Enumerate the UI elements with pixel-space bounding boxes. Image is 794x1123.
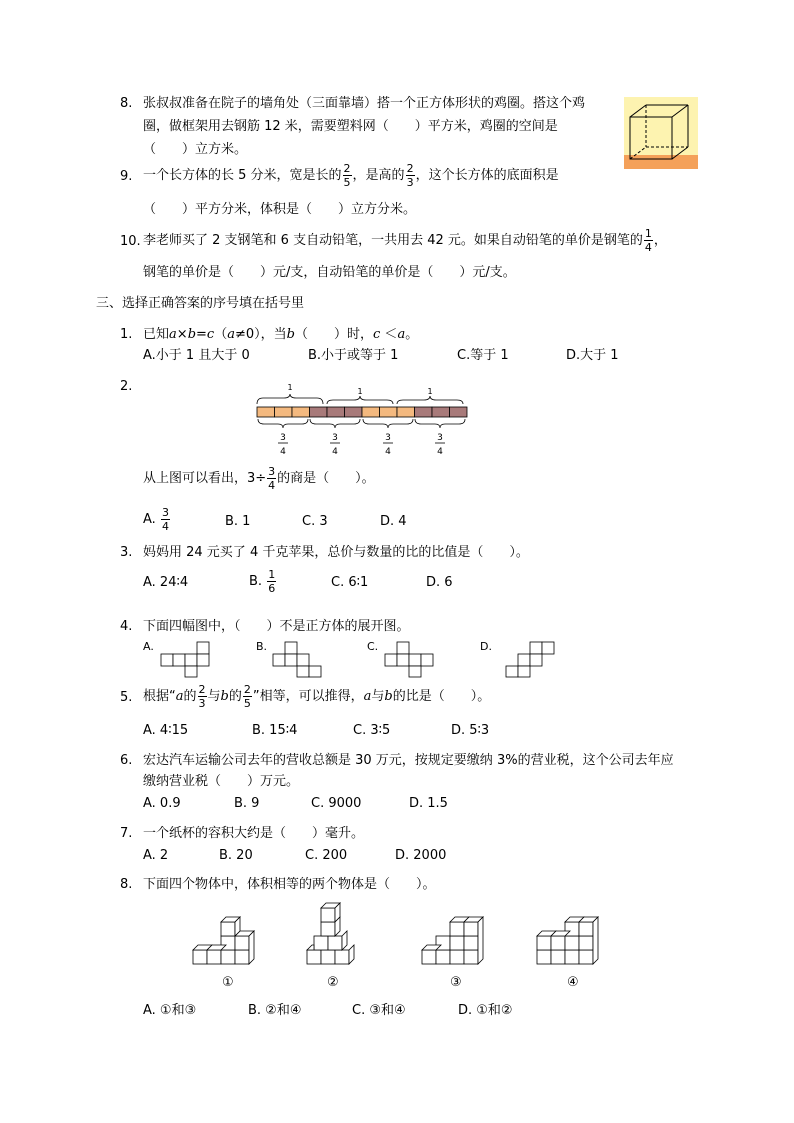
whole-label: 1 — [357, 387, 363, 396]
option-b[interactable]: B. 20 — [219, 848, 253, 863]
text-segment: ，是高的 — [352, 168, 405, 183]
fraction-numerator: 1 — [644, 227, 652, 240]
option-d[interactable]: D. 1.5 — [409, 796, 448, 811]
variable-b: b — [384, 689, 393, 704]
fraction-numerator: 3 — [385, 433, 391, 443]
question-text-line: （ ）立方米。 — [143, 142, 248, 157]
text-segment: 的 — [183, 689, 197, 704]
less-than-sign: ＜ — [380, 327, 398, 342]
fraction — [161, 507, 170, 532]
option-a[interactable]: A. 2 — [143, 848, 169, 863]
figure-label: ③ — [450, 975, 462, 990]
question-text-line: 宏达汽车运输公司去年的营收总额是 30 万元，按规定要缴纳 3%的营业税，这个公司去年应 — [143, 753, 674, 768]
text-segment: 与 — [207, 689, 221, 704]
option-c[interactable]: C. 3∶5 — [353, 723, 391, 738]
option-d[interactable]: D. 5∶3 — [451, 723, 490, 738]
variable-b: b — [220, 689, 229, 704]
fraction-denominator: 5 — [243, 697, 251, 710]
option-a[interactable]: A. ①和③ — [143, 1003, 197, 1018]
fraction — [406, 163, 415, 188]
fraction-numerator: 3 — [437, 433, 443, 443]
option-b[interactable] — [249, 568, 277, 596]
cube-net-b — [272, 641, 327, 678]
variable-b: b — [286, 327, 295, 342]
fraction-denominator: 4 — [161, 520, 169, 533]
fraction-denominator: 4 — [437, 447, 443, 457]
question-text-line — [143, 228, 667, 253]
question-number: 8. — [120, 877, 133, 892]
question-text-line — [143, 328, 418, 341]
question-number: 6. — [120, 753, 133, 768]
variable-a: a — [169, 327, 177, 342]
text-segment: 一个长方体的长 5 分米，宽是长的 — [143, 168, 342, 183]
question-text-line: 下面四幅图中，（ ）不是正方体的展开图。 — [143, 619, 410, 634]
question-text-line: 下面四个物体中，体积相等的两个物体是（ ）。 — [143, 877, 436, 892]
question-text-line: 钢笔的单价是（ ）元/支，自动铅笔的单价是（ ）元/支。 — [143, 265, 516, 280]
text-segment: 从上图可以看出，3÷ — [143, 471, 267, 486]
text-segment: 根据“ — [143, 689, 176, 704]
fraction-denominator: 3 — [406, 176, 414, 189]
block-figure-3 — [421, 916, 491, 968]
fraction-numerator: 2 — [343, 162, 351, 175]
text-segment: 已知 — [143, 327, 170, 342]
option-d[interactable]: D. 6 — [426, 575, 453, 590]
cube-net-c — [384, 641, 439, 678]
option-a[interactable]: A.小于 1 且大于 0 — [143, 348, 250, 363]
question-text-line: （ ）平方分米，体积是（ ）立方分米。 — [143, 202, 417, 217]
option-c[interactable]: C. — [367, 640, 379, 653]
question-number: 8. — [120, 96, 133, 111]
variable-b: b — [187, 327, 197, 342]
option-label: B. — [249, 574, 263, 589]
text-segment: ， — [653, 233, 667, 248]
option-a[interactable]: A. 4∶15 — [143, 723, 189, 738]
option-d[interactable]: D. 4 — [380, 514, 407, 529]
cube-net-a — [160, 641, 215, 678]
option-b[interactable]: B. — [256, 640, 268, 653]
block-figure-2 — [306, 902, 366, 968]
text-segment: 与 — [371, 689, 385, 704]
question-text-line — [143, 683, 490, 711]
fraction-numerator: 1 — [268, 568, 276, 581]
question-text-line: 张叔叔准备在院子的墙角处（三面靠墙）搭一个正方体形状的鸡圈。搭这个鸡 — [143, 96, 586, 111]
whole-label: 1 — [287, 383, 293, 392]
text-segment: ”相等，可以推得， — [252, 689, 364, 704]
variable-a: a — [175, 689, 184, 704]
option-d[interactable]: D. 2000 — [395, 848, 447, 863]
figure-label: ④ — [567, 975, 579, 990]
question-text-line — [143, 465, 375, 493]
question-text-line: 妈妈用 24 元买了 4 千克苹果，总价与数量的比的比值是（ ）。 — [143, 545, 529, 560]
fraction-denominator: 4 — [268, 479, 276, 492]
option-b[interactable]: B.小于或等于 1 — [308, 348, 399, 363]
text-segment: ，当 — [260, 327, 287, 342]
option-d[interactable]: D.大于 1 — [566, 348, 619, 363]
question-number: 4. — [120, 619, 133, 634]
fraction — [198, 684, 207, 709]
question-text-line: 圈，做框架用去钢筋 12 米，需要塑料网（ ）平方米，鸡圈的空间是 — [143, 119, 558, 134]
text-segment: 。 — [405, 327, 419, 342]
text-segment: 的商是（ ）。 — [277, 471, 375, 486]
fraction — [644, 228, 653, 253]
text-segment: ≠0） — [234, 327, 261, 342]
fraction-bar-diagram — [250, 380, 475, 460]
question-text-line: 一个纸杯的容积大约是（ ）毫升。 — [143, 826, 365, 841]
fraction — [243, 684, 252, 709]
option-c[interactable]: C. 6∶1 — [331, 575, 369, 590]
option-c[interactable]: C.等于 1 — [457, 348, 509, 363]
question-number: 1. — [120, 327, 133, 342]
text-segment: 李老师买了 2 支钢笔和 6 支自动铅笔，一共用去 42 元。如果自动铅笔的单价是钢笔的 — [143, 233, 643, 248]
variable-a: a — [363, 689, 372, 704]
cube-chicken-coop-figure — [624, 97, 698, 169]
option-d[interactable]: D. ①和② — [458, 1003, 513, 1018]
equals-sign: = — [196, 327, 207, 342]
variable-a: a — [397, 327, 406, 342]
fraction-denominator: 5 — [343, 176, 351, 189]
question-number: 2. — [120, 379, 133, 394]
text-segment: 的比是（ ）。 — [392, 689, 491, 704]
fraction-denominator: 4 — [332, 447, 338, 457]
question-number: 3. — [120, 545, 133, 560]
fraction-numerator: 3 — [268, 465, 276, 478]
option-d[interactable]: D. — [480, 640, 492, 653]
fraction-numerator: 2 — [198, 683, 206, 696]
figure-label: ① — [222, 975, 234, 990]
question-number: 7. — [120, 826, 133, 841]
fraction-denominator: 6 — [268, 582, 276, 595]
variable-c: c — [373, 327, 381, 342]
question-number: 10. — [120, 234, 141, 249]
option-c[interactable]: C. 200 — [305, 848, 348, 863]
text-segment: 的 — [228, 689, 242, 704]
variable-c: c — [206, 327, 215, 342]
fraction-denominator: 4 — [644, 241, 652, 254]
fraction — [267, 569, 276, 594]
option-a[interactable]: A. — [143, 640, 154, 653]
fraction-denominator: 4 — [280, 447, 286, 457]
block-figure-4 — [536, 916, 606, 968]
text-segment: （ ）时， — [295, 327, 374, 342]
fraction-numerator: 3 — [280, 433, 286, 443]
question-number: 5. — [120, 690, 133, 705]
fraction-numerator: 2 — [243, 683, 251, 696]
text-segment: （ — [214, 327, 228, 342]
whole-label: 1 — [427, 387, 433, 396]
option-b[interactable]: B. 1 — [225, 514, 251, 529]
section-title: 三、选择正确答案的序号填在括号里 — [96, 296, 305, 311]
option-b[interactable]: B. 9 — [234, 796, 260, 811]
option-c[interactable]: C. 9000 — [311, 796, 362, 811]
option-c[interactable]: C. 3 — [302, 514, 328, 529]
option-b[interactable]: B. ②和④ — [248, 1003, 302, 1018]
fraction-denominator: 3 — [198, 697, 206, 710]
figure-label: ② — [327, 975, 339, 990]
option-c[interactable]: C. ③和④ — [352, 1003, 406, 1018]
times-sign: × — [176, 327, 188, 342]
option-label: A. — [143, 512, 156, 527]
fraction-numerator: 3 — [332, 433, 338, 443]
fraction-denominator: 4 — [385, 447, 391, 457]
text-segment: ，这个长方体的底面积是 — [415, 168, 559, 183]
fraction-numerator: 2 — [406, 162, 414, 175]
fraction-numerator: 3 — [161, 506, 169, 519]
variable-a: a — [227, 327, 235, 342]
option-b[interactable]: B. 15∶4 — [252, 723, 298, 738]
fraction — [267, 466, 276, 491]
question-text-line — [143, 163, 559, 188]
cube-net-d — [505, 641, 560, 678]
option-a[interactable]: A. 24∶4 — [143, 575, 189, 590]
question-text-line: 缴纳营业税（ ）万元。 — [143, 774, 300, 789]
block-figure-1 — [192, 916, 262, 968]
fraction — [343, 163, 352, 188]
option-a[interactable] — [143, 506, 171, 534]
question-number: 9. — [120, 169, 133, 184]
option-a[interactable]: A. 0.9 — [143, 796, 181, 811]
